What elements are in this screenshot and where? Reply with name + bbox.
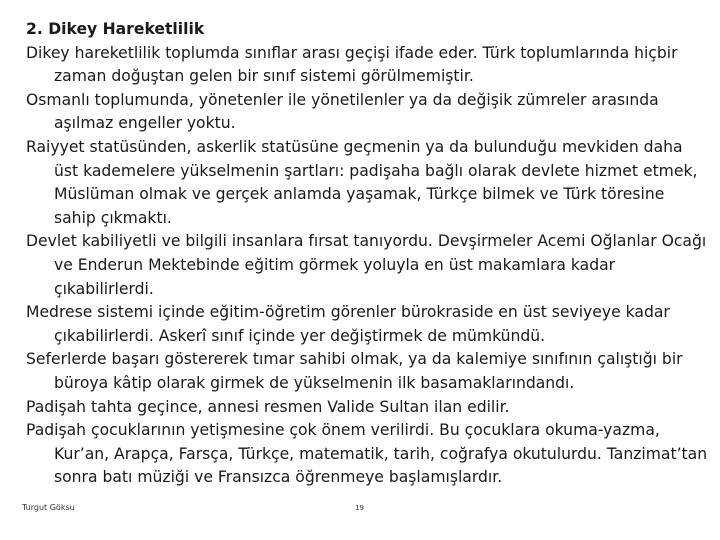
paragraph-state-opportunity: Devlet kabiliyetli ve bilgili insanlara fırsat tanıyordu. Devşirmeler Acemi Oğlanlar Ocağı ve Enderun Mektebinde eğitim görmek yoluyla en üst makamlara kadar çıkabilirlerdi. xyxy=(26,232,707,298)
paragraph-madrasa-system: Medrese sistemi içinde eğitim-öğretim görenler bürokraside en üst seviyeye kadar çıkabilirlerdi. Askerî sınıf içinde yer değiştirmek de mümkündü. xyxy=(26,303,670,345)
paragraph-valide-sultan: Padişah tahta geçince, annesi resmen Valide Sultan ilan edilir. xyxy=(26,397,510,416)
slide-content xyxy=(26,18,710,490)
paragraph-princes-education: Padişah çocuklarının yetişmesine çok önem verilirdi. Bu çocuklara okuma-yazma, Kur’an, Arapça, Farsça, Türkçe, matematik, tarih, coğrafya okutulurdu. Tanzimat’tan sonra batı müziği ve Fransızca öğrenmeye başlamışlardır. xyxy=(26,421,708,487)
slide-title: 2. Dikey Hareketlilik xyxy=(26,20,205,38)
paragraph-campaign-success: Seferlerde başarı göstererek tımar sahibi olmak, ya da kalemiye sınıfının çalıştığı bir büroya kâtip olarak girmek de yükselmenin ilk basamaklarındandı. xyxy=(26,350,683,392)
paragraph-ottoman-society: Osmanlı toplumunda, yönetenler ile yönetilenler ya da değişik zümreler arasında aşılmaz engeller yoktu. xyxy=(26,90,659,133)
page-number: 19 xyxy=(355,504,364,512)
paragraph-promotion-conditions: Raiyyet statüsünden, askerlik statüsüne geçmenin ya da bulunduğu mevkiden daha üst kademelere yükselmenin şartları: padişaha bağlı olarak devlete hizmet etmek, Müslüman olmak ve gerçek anlamda yaşamak, Türkçe bilmek ve Türk töresine sahip çıkmaktı. xyxy=(26,137,698,227)
paragraph-vertical-mobility-definition: Dikey hareketlilik toplumda sınıflar arası geçişi ifade eder. Türk toplumlarında hiçbir zaman doğuştan gelen bir sınıf sistemi görülmemiştir. xyxy=(26,43,678,86)
footer-author: Turgut Göksu xyxy=(22,503,75,512)
